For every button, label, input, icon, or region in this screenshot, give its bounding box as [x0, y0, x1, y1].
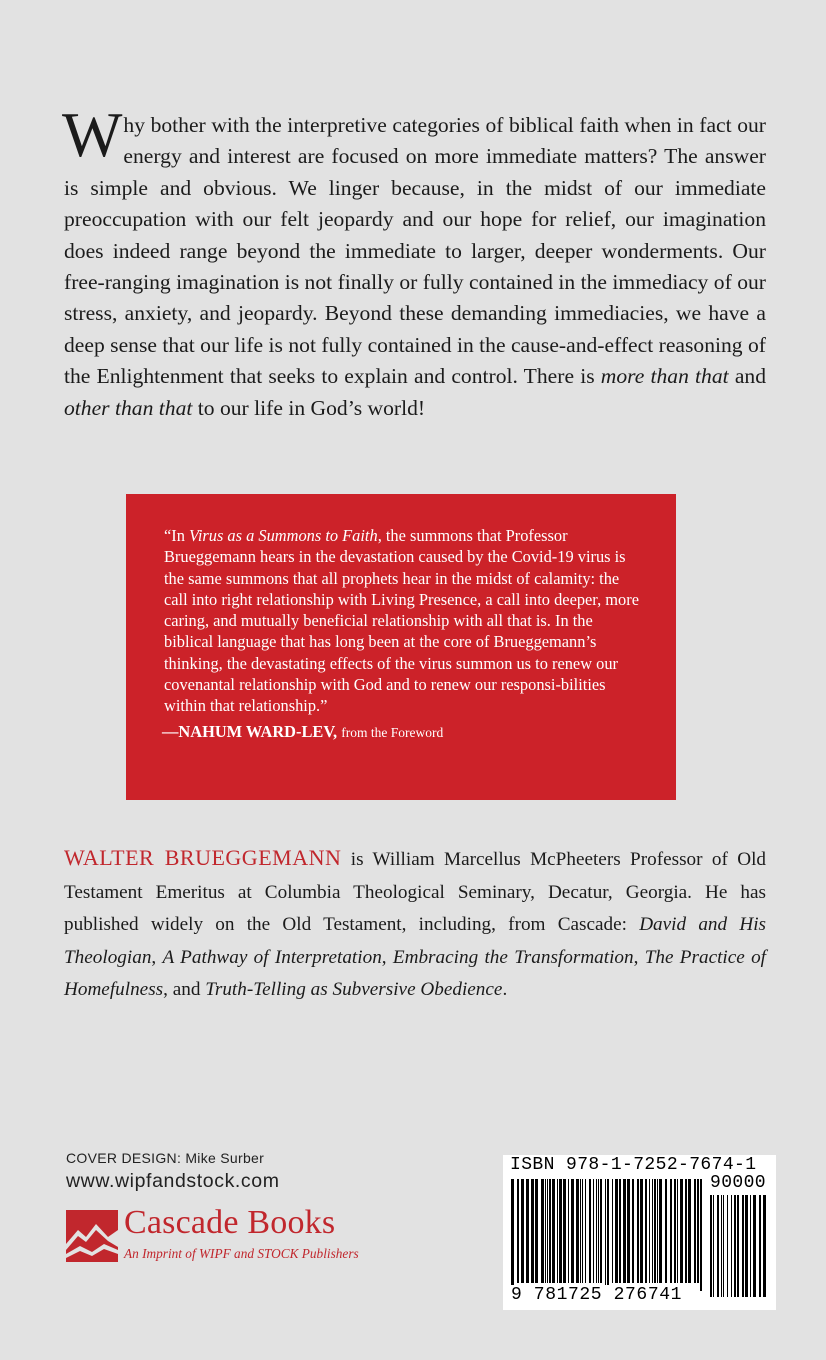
barcode-bar — [535, 1179, 538, 1283]
barcode-bar — [563, 1179, 566, 1283]
barcode-bar — [531, 1179, 534, 1283]
barcode-bar — [580, 1179, 581, 1283]
barcode-bar — [571, 1179, 574, 1283]
barcode-bar — [511, 1179, 514, 1291]
barcode-bar — [723, 1195, 724, 1297]
barcode-bar — [694, 1179, 696, 1283]
intro-text-3: to our life in God’s world! — [192, 395, 426, 420]
barcode-bar — [612, 1179, 613, 1283]
barcode-bar — [645, 1179, 647, 1283]
barcode-bar — [568, 1179, 569, 1283]
barcode-bar — [680, 1179, 683, 1283]
barcode-bar — [637, 1179, 639, 1283]
barcode-bar — [559, 1179, 562, 1283]
barcode-bar — [545, 1179, 546, 1283]
quote-open: “In — [164, 526, 190, 545]
barcode-bar — [547, 1179, 548, 1283]
barcode-bar — [745, 1195, 748, 1297]
endorsement-attribution — [162, 721, 646, 744]
barcode-bar — [753, 1195, 756, 1297]
barcode-bar — [615, 1179, 618, 1283]
endorsement-quote — [164, 525, 646, 717]
barcode-bar — [734, 1195, 736, 1297]
intro-text-1: hy bother with the interpretive categories of biblical faith when in fact our energy and interest are focused on more immediate matters? The answer is simple and obvious. We linger because, in the midst of our immediate preoccupation with our felt jeopardy and our hope for relief, our imagination does indeed range beyond the immediate to larger, deeper wonderments. Our free-ranging imagination is not finally or fully contained in the immediacy of our stress, anxiety, and jeopardy. Beyond these demanding immediacies, we have a deep sense that our life is not fully contained in the cause-and-effect reasoning of the Enlightenment that seeks to explain and control. There is — [64, 113, 766, 389]
isbn-barcode — [503, 1155, 776, 1310]
barcode-bar — [654, 1179, 656, 1283]
endorsement-box — [126, 494, 676, 800]
barcode-bar — [585, 1179, 586, 1283]
barcode-bar — [549, 1179, 551, 1283]
barcode-bar — [627, 1179, 630, 1283]
intro-text-2: and — [728, 364, 766, 389]
barcode-bar — [759, 1195, 761, 1297]
barcode-bar — [517, 1179, 519, 1283]
quote-body: , the summons that Professor Brueggemann hears in the devastation caused by the Covid-19 virus is the same summons that all prophets hear in the midst of calamity: the call into right relationship with Living Presence, a call into deeper, more caring, and mutually beneficial relationship with all that is. In the biblical language that has long been at the core of Brueggemann’s thinking, the devastating effects of the virus summon us to renew our covenantal relationship with God and to renew our responsi-bilities within that relationship.” — [164, 526, 639, 716]
barcode-bar — [600, 1179, 602, 1283]
endorsement-source: from the Foreword — [341, 724, 444, 740]
publisher-tagline: An Imprint of WIPF and STOCK Publishers — [124, 1246, 359, 1261]
barcode-bar — [640, 1179, 643, 1283]
barcode-bar — [737, 1195, 739, 1297]
barcode-bar — [731, 1195, 732, 1297]
addon-barcode-bars — [710, 1195, 770, 1305]
barcode-bar — [576, 1179, 579, 1283]
barcode-bar — [727, 1195, 728, 1297]
barcode-bar — [670, 1179, 672, 1283]
barcode-bar — [721, 1195, 722, 1297]
barcode-bar — [657, 1179, 658, 1283]
barcode-bar — [685, 1179, 687, 1283]
barcode-bar — [552, 1179, 555, 1283]
barcode-bar — [659, 1179, 662, 1283]
barcode-bar — [557, 1179, 558, 1283]
book-title-4: The Practice of Homefulness — [64, 946, 767, 1000]
separator: , — [381, 946, 393, 968]
barcode-bar — [713, 1195, 714, 1297]
barcode-bar — [750, 1195, 751, 1297]
separator: , — [633, 946, 645, 968]
ean-digits: 9 781725 276741 — [511, 1285, 683, 1305]
book-title-5: Truth-Telling as Subversive Obedience — [205, 979, 503, 1000]
barcode-bar — [596, 1179, 597, 1283]
isbn-number: ISBN 978-1-7252-7674-1 — [510, 1155, 757, 1175]
drop-cap: W — [62, 99, 123, 170]
barcode-bar — [717, 1195, 719, 1297]
barcode-bar — [541, 1179, 544, 1283]
price-code: 90000 — [710, 1173, 767, 1193]
barcode-bar — [677, 1179, 678, 1283]
book-title-3: Embracing the Transformation — [392, 946, 634, 968]
intro-emphasis-1: more than that — [600, 364, 729, 389]
barcode-bar — [521, 1179, 524, 1283]
barcode-bar — [593, 1179, 594, 1283]
barcode-bar — [763, 1195, 766, 1297]
bio-end: . — [502, 979, 508, 1000]
barcode-bar — [582, 1179, 583, 1283]
barcode-bar — [623, 1179, 626, 1283]
barcode-bar — [665, 1179, 667, 1283]
barcode-bar — [688, 1179, 691, 1283]
mountain-logo-icon — [66, 1210, 118, 1262]
author-bio — [64, 842, 766, 1007]
barcode-bar — [607, 1179, 609, 1291]
barcode-bar — [674, 1179, 676, 1283]
barcode-bar — [526, 1179, 529, 1283]
barcode-bar — [742, 1195, 744, 1297]
publisher-name: Cascade Books — [124, 1204, 336, 1241]
cover-design-credit: COVER DESIGN: Mike Surber — [66, 1150, 265, 1166]
ean-barcode-bars — [511, 1179, 703, 1291]
quoted-book-title: Virus as a Summons to Faith — [189, 526, 378, 545]
author-name: WALTER BRUEGGEMANN — [64, 845, 342, 870]
barcode-bar — [605, 1179, 606, 1291]
book-title-2: A Pathway of Interpretation — [162, 946, 382, 968]
intro-emphasis-2: other than that — [64, 395, 193, 420]
barcode-bar — [700, 1179, 702, 1291]
separator: , — [151, 946, 163, 968]
separator: , and — [163, 979, 206, 1000]
barcode-bar — [598, 1179, 599, 1283]
barcode-bar — [649, 1179, 650, 1283]
intro-paragraph — [62, 99, 766, 424]
barcode-bar — [710, 1195, 712, 1297]
book-title-1: David and His Theologian — [64, 914, 766, 968]
barcode-bar — [652, 1179, 653, 1283]
barcode-bar — [619, 1179, 621, 1283]
barcode-bar — [697, 1179, 699, 1283]
barcode-bar — [589, 1179, 591, 1283]
bio-text: is William Marcellus McPheeters Professor of Old Testament Emeritus at Columbia Theological Seminary, Decatur, Georgia. He has published widely on the Old Testament, including, from Cascade: — [64, 849, 767, 935]
endorser-name: —NAHUM WARD-LEV, — [162, 721, 338, 741]
barcode-bar — [632, 1179, 634, 1283]
publisher-website: www.wipfandstock.com — [66, 1170, 280, 1192]
